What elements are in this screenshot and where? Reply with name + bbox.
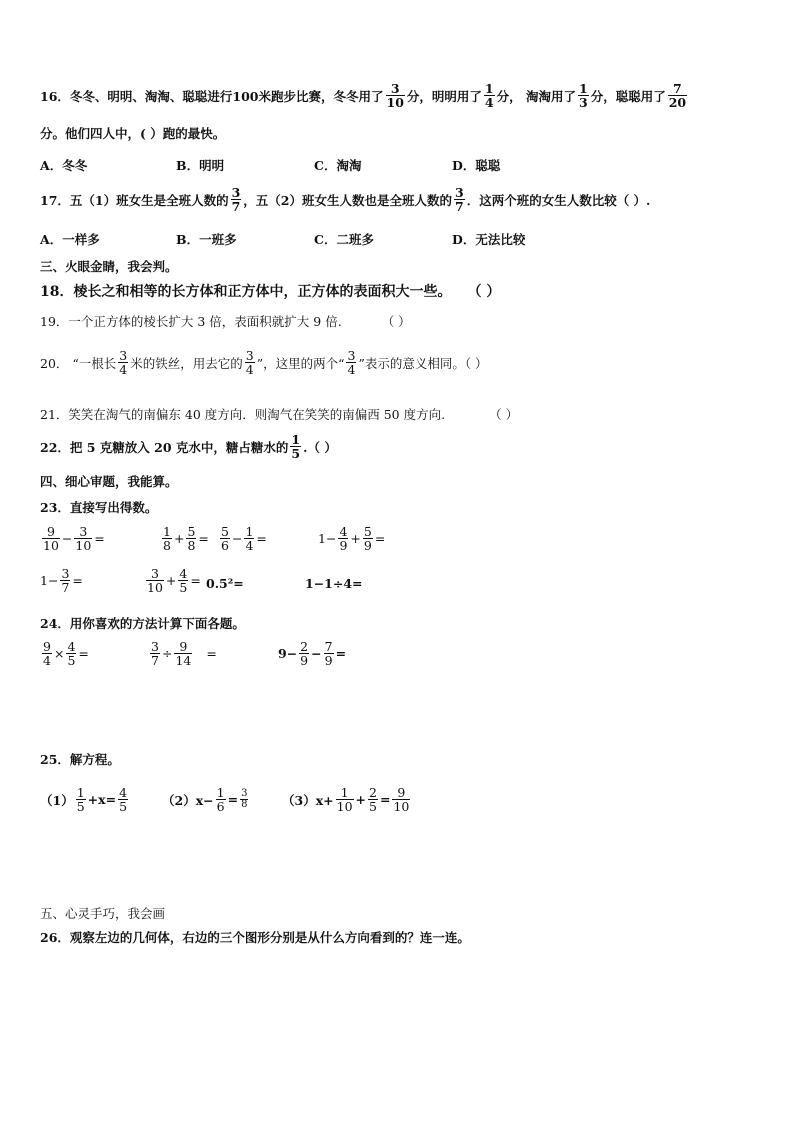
- calc-item: $\frac{9}{4}$ × $\frac{4}{5}$ =: [43, 639, 89, 669]
- calc-item: 1− $\frac{4}{9}$ + $\frac{5}{9}$ =: [318, 524, 386, 554]
- question-26: 26．观察左边的几何体，右边的三个图形分别是从什么方向看到的？连一连。: [40, 930, 470, 945]
- fraction: $\frac{1}{8}$: [163, 524, 171, 554]
- fraction: $\frac{7}{9}$: [324, 639, 333, 669]
- section-5-heading: 五、心灵手巧，我会画: [40, 906, 166, 921]
- question-24-title: 24．用你喜欢的方法计算下面各题。: [40, 616, 245, 631]
- fraction: $\frac{7}{20}$: [668, 81, 687, 111]
- fraction: $\frac{3}{8}$: [241, 787, 248, 811]
- calc-item: $\frac{9}{10}$ − $\frac{3}{10}$ =: [43, 524, 105, 554]
- fraction: $\frac{3}{7}$: [455, 185, 464, 215]
- fraction: $\frac{9}{4}$: [43, 639, 51, 669]
- fraction: $\frac{4}{5}$: [179, 566, 188, 596]
- question-18: 18．棱长之和相等的长方体和正方体中，正方体的表面积大一些。 （ ）: [40, 281, 500, 301]
- question-22: 22．把 5 克糖放入 20 克水中，糖占糖水的 $\frac{1}{5}$ .（ ）: [40, 432, 337, 462]
- fraction: $\frac{5}{6}$: [221, 524, 229, 554]
- fraction: $\frac{3}{7}$: [231, 185, 241, 215]
- answer-blank[interactable]: （ ）: [381, 314, 411, 329]
- option-a[interactable]: A．冬冬: [40, 158, 88, 173]
- fraction: $\frac{4}{5}$: [119, 785, 128, 815]
- fraction: $\frac{3}{7}$: [61, 566, 70, 596]
- question-25-title: 25．解方程。: [40, 752, 120, 767]
- option-a[interactable]: A．一样多: [40, 232, 100, 247]
- fraction: $\frac{5}{8}$: [187, 524, 196, 554]
- fraction: $\frac{1}{3}$: [578, 81, 588, 111]
- question-19: 19．一个正方体的棱长扩大 3 倍，表面积就扩大 9 倍. （ ）: [40, 314, 411, 329]
- question-21: 21．笑笑在淘气的南偏东 40 度方向．则淘气在笑笑的南偏西 50 度方向. （ ）: [40, 407, 519, 422]
- option-d[interactable]: D．聪聪: [452, 158, 501, 173]
- option-c[interactable]: C．二班多: [314, 232, 374, 247]
- fraction: $\frac{1}{6}$: [216, 785, 225, 815]
- fraction: $\frac{1}{4}$: [245, 524, 254, 554]
- equation-2: （2）x− $\frac{1}{6}$ = $\frac{3}{8}$: [162, 785, 248, 815]
- fraction: $\frac{3}{10}$: [386, 81, 404, 111]
- section-3-heading: 三、火眼金睛，我会判。: [40, 259, 178, 274]
- fraction: $\frac{9}{14}$: [175, 639, 192, 669]
- fraction: $\frac{5}{9}$: [363, 524, 372, 554]
- fraction: $\frac{1}{10}$: [336, 785, 353, 815]
- question-16-line2: 分。他们四人中，( ）跑的最快。: [40, 126, 226, 141]
- fraction: $\frac{1}{4}$: [484, 81, 494, 111]
- calc-item: 1− $\frac{3}{7}$ =: [40, 566, 83, 596]
- answer-blank[interactable]: ”表示的意义相同。（ ）: [358, 355, 488, 371]
- calc-item: $\frac{5}{6}$ − $\frac{1}{4}$ =: [221, 524, 267, 554]
- question-20: 20． “一根长 $\frac{3}{4}$ 米的铁丝，用去它的 $\frac{3}{4}$ ”，这里的两个“ $\frac{3}{4}$ ”表示的意义相同。（ ）: [40, 348, 488, 378]
- fraction: $\frac{3}{4}$: [119, 348, 128, 378]
- calc-item: 9− $\frac{2}{9}$ − $\frac{7}{9}$ =: [278, 639, 347, 669]
- fraction: $\frac{1}{5}$: [76, 785, 85, 815]
- option-d[interactable]: D．无法比较: [452, 232, 526, 247]
- option-b[interactable]: B．一班多: [176, 232, 237, 247]
- calc-item: $\frac{3}{7}$ ÷ $\frac{9}{14}$ =: [151, 639, 217, 669]
- calc-item: 0.5²=: [206, 576, 244, 591]
- fraction: $\frac{9}{10}$: [393, 785, 410, 815]
- calc-item: 1−1÷4=: [305, 576, 363, 591]
- fraction: $\frac{1}{5}$: [291, 432, 301, 462]
- section-4-heading: 四、细心审题，我能算。: [40, 474, 178, 489]
- question-16-line1: 16．冬冬、明明、淘淘、聪聪进行100米跑步比赛，冬冬用了 $\frac{3}{10}$ 分，明明用了 $\frac{1}{4}$ 分， 淘淘用了 $\frac{1}{3}$ 分，聪聪用了 $\frac{7}{20}$: [40, 81, 687, 111]
- question-23-title: 23．直接写出得数。: [40, 500, 158, 515]
- option-c[interactable]: C．淘淘: [314, 158, 362, 173]
- fraction: $\frac{4}{9}$: [339, 524, 348, 554]
- equation-1: （1） $\frac{1}{5}$ +x= $\frac{4}{5}$: [40, 785, 128, 815]
- fraction: $\frac{3}{7}$: [151, 639, 159, 669]
- answer-blank[interactable]: （ ）: [489, 407, 519, 422]
- question-17: 17．五（1）班女生是全班人数的 $\frac{3}{7}$ ，五（2）班女生人数也是全班人数的 $\frac{3}{7}$ ．这两个班的女生人数比较（ ）.: [40, 185, 651, 215]
- fraction: $\frac{9}{10}$: [43, 524, 59, 554]
- fraction: $\frac{3}{10}$: [75, 524, 92, 554]
- fraction: $\frac{2}{5}$: [369, 785, 377, 815]
- option-b[interactable]: B．明明: [176, 158, 225, 173]
- fraction: $\frac{3}{4}$: [347, 348, 356, 378]
- fraction: $\frac{4}{5}$: [67, 639, 76, 669]
- calc-item: $\frac{1}{8}$ + $\frac{5}{8}$ =: [163, 524, 209, 554]
- fraction: $\frac{3}{4}$: [245, 348, 254, 378]
- calc-item: $\frac{3}{10}$ + $\frac{4}{5}$ =: [147, 566, 201, 596]
- answer-blank[interactable]: （ ）: [467, 284, 501, 300]
- fraction: $\frac{2}{9}$: [300, 639, 309, 669]
- fraction: $\frac{3}{10}$: [147, 566, 163, 596]
- equation-3: （3）x+ $\frac{1}{10}$ + $\frac{2}{5}$ = $\frac{9}{10}$: [282, 785, 410, 815]
- answer-blank[interactable]: .（ ）: [303, 439, 337, 455]
